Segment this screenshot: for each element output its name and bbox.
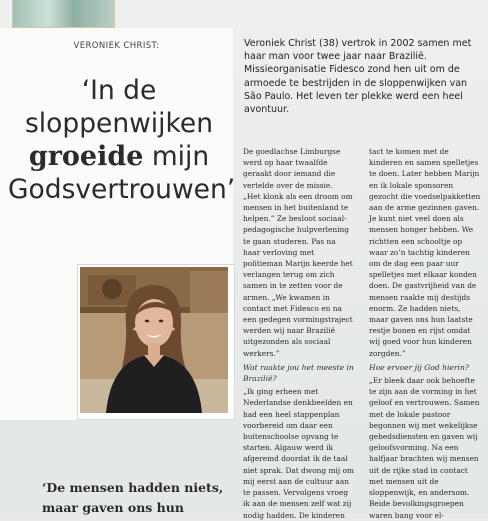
paragraph: „Ik ging erheen met Nederlandse denkbeelden en had een heel stappenplan voorbereid om daar een buitenschoolse opvang te starten. Algauw werd ik afgeremd doordat ik de taal niet sprak. Dat dwong mij om mij eerst aan de cultuur aan te passen. Vervolgens vroeg ik aan de mensen zelf wat zij nodig hadden. De kinderen <box>243 387 354 520</box>
body-column-left <box>243 146 355 521</box>
interview-question: Wat raakte jou het meeste in Brazilië? <box>243 362 354 384</box>
title-line-2: sloppenwijken <box>24 108 214 139</box>
title-line-3-rest: mijn <box>143 141 210 172</box>
paragraph: tact te komen met de kinderen en samen spelletjes te doen. Later hebben Marijn en ik lokale sponsoren gezocht die voedselpakketten aan de arme gezinnen gaven. Je kunt niet veel doen als mensen honger hebben. We richtten een schooltje op waar zo’n tachtig kinderen om de dag een paar uur spelletjes met elkaar konden doen. De gastvrijheid van de mensen raakte mij destijds enorm. Ze hadden niets, maar gaven ons hun laatste restje bonen en rijst omdat wij goed voor hun kinderen zorgden.” <box>369 147 481 358</box>
title-line-3-bold: groeide <box>28 141 144 172</box>
kicker: VERONIEK CHRIST: <box>73 41 160 51</box>
paragraph: „Er bleek daar ook behoefte te zijn aan de vorming in het geloof en vertrouwen. Samen met de lokale pastoor begonnen wij met wekelijkse gebedsdiensten en gaven wij geloofsvorming. Na een halfjaar brachten wij mensen uit de rijke stad in contact met mensen uit de sloppenwijk, en andersom. Beide bevolkingsgroepen waren bang voor el- <box>369 376 480 520</box>
pull-quote: ‘De mensen hadden niets, maar gaven ons hun <box>42 480 224 515</box>
paragraph: „Het klonk als een droom om mensen in het buitenland te helpen.” Ze besloot sociaal-pedagogische hulpverlening te gaan studeren. Pas na haar verloving met politieman Marijn keerde het verlangen terug om zich samen in te zetten voor de armen. „We kwamen in contact met Fidesco en na een gedegen vormingstraject werden wij naar Brazilië uitgezonden als sociaal werkers.” <box>243 191 353 358</box>
article-intro: Veroniek Christ (38) vertrok in 2002 samen met haar man voor twee jaar naar Brazilië. Missieorganisatie Fidesco zond hen uit om de armoede te bestrijden in de sloppenwijken van São Paulo. Het leven ter plekke werd een heel avontuur. <box>244 38 472 116</box>
top-photo-fragment <box>12 0 115 28</box>
portrait-illustration <box>80 267 228 413</box>
article-title <box>8 74 236 206</box>
title-line-1: ‘In de <box>81 75 157 106</box>
portrait-photo <box>78 265 234 419</box>
body-columns <box>243 146 487 520</box>
interview-question: Hoe ervoer jij God hierin? <box>369 362 469 372</box>
paragraph: De goedlachse Limburgse werd op haar twaalfde geraakt door iemand die vertelde over de missie. <box>243 147 341 190</box>
title-line-4: Godsvertrouwen’ <box>8 174 236 205</box>
body-column-right <box>369 146 481 521</box>
